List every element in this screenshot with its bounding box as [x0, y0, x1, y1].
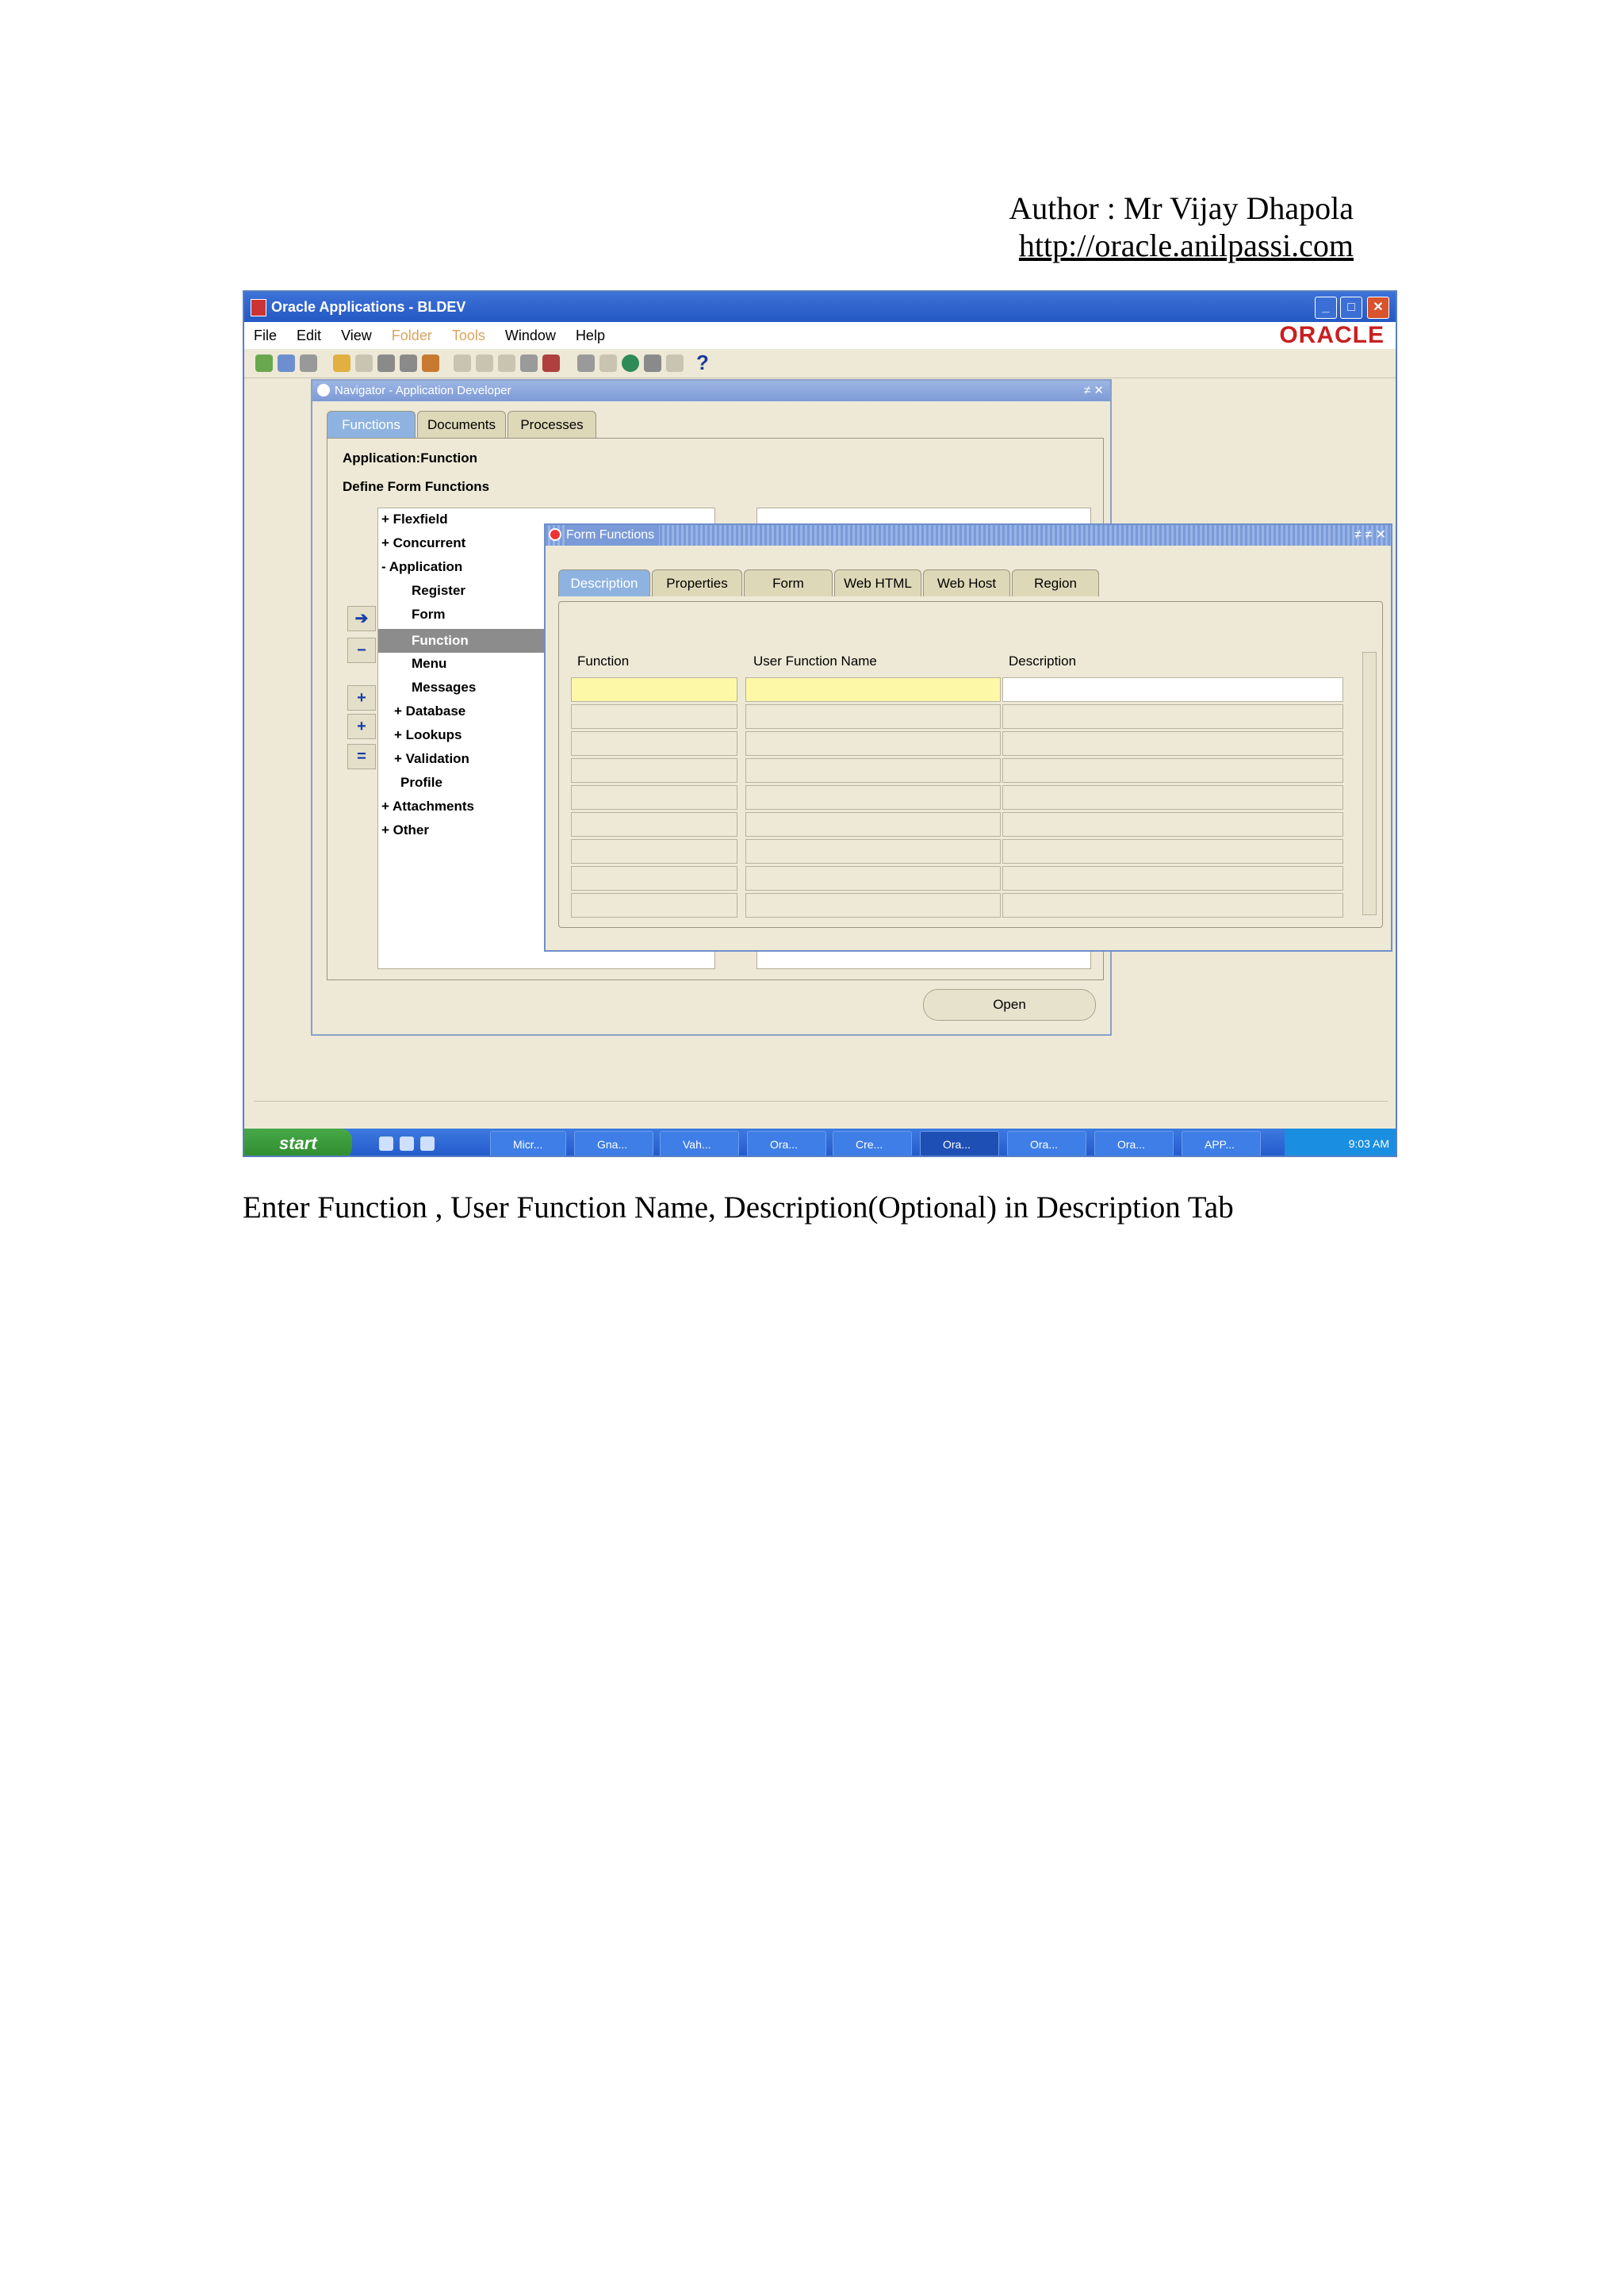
tree-item[interactable]: Messages [412, 680, 477, 695]
form-functions-title: Form Functions [566, 525, 659, 546]
find-icon[interactable] [278, 355, 295, 372]
maximize-icon[interactable]: □ [1340, 297, 1362, 319]
navigator-close-icon[interactable]: ≠ ✕ [1084, 384, 1104, 397]
tab-region[interactable]: Region [1012, 569, 1099, 596]
taskbar-item[interactable]: Ora... [1007, 1131, 1086, 1156]
function-cell[interactable] [571, 839, 737, 864]
navigator-titlebar [312, 381, 1110, 401]
tree-item[interactable]: Register [412, 583, 466, 598]
navigator-heading: Application:Function [343, 450, 477, 466]
system-tray [1285, 1129, 1396, 1157]
menu-file[interactable]: File [254, 328, 278, 343]
author-url[interactable]: http://oracle.anilpassi.com [1018, 228, 1354, 263]
description-cell[interactable] [1002, 839, 1343, 864]
quicklaunch-app-icon[interactable] [400, 1137, 414, 1151]
menu-edit[interactable]: Edit [297, 328, 322, 343]
menu-folder: Folder [391, 328, 432, 343]
edit-icon[interactable] [422, 355, 439, 372]
user-function-name-cell[interactable] [745, 704, 1001, 729]
collapse-all-icon[interactable]: = [347, 744, 376, 769]
collapse-icon[interactable]: − [347, 638, 376, 663]
user-function-name-cell[interactable] [745, 677, 1001, 702]
tree-item[interactable]: + Validation [394, 751, 469, 766]
author-line: Author : Mr Vijay Dhapola [1009, 190, 1354, 226]
caption: Enter Function , User Function Name, Description(Optional) in Description Tab [243, 1190, 1234, 1225]
close-icon[interactable]: ✕ [1367, 297, 1389, 319]
windows-taskbar [244, 1129, 1396, 1157]
function-cell[interactable] [571, 731, 737, 756]
menu-bar [244, 322, 1396, 349]
tab-processes[interactable]: Processes [508, 411, 596, 438]
next-step-icon[interactable] [355, 355, 373, 372]
user-function-name-cell[interactable] [745, 785, 1001, 810]
tree-item[interactable]: + Lookups [394, 727, 462, 742]
taskbar-item[interactable]: Cre... [833, 1131, 912, 1156]
function-cell[interactable] [571, 893, 737, 918]
form-functions-window [544, 523, 1392, 952]
tree-item[interactable]: Menu [412, 656, 447, 671]
taskbar-item[interactable]: Micr... [490, 1131, 566, 1156]
tab-functions[interactable]: Functions [327, 411, 416, 438]
minimize-icon[interactable]: _ [1315, 297, 1337, 319]
description-cell[interactable] [1002, 785, 1343, 810]
taskbar-item-active[interactable]: Ora... [920, 1131, 999, 1156]
tab-documents[interactable]: Documents [417, 411, 506, 438]
save-icon[interactable] [333, 355, 350, 372]
user-function-name-cell[interactable] [745, 758, 1001, 783]
oracle-screenshot [243, 290, 1397, 1157]
menu-window[interactable]: Window [504, 328, 556, 343]
description-cell[interactable] [1002, 677, 1343, 702]
function-cell[interactable] [571, 758, 737, 783]
taskbar-item[interactable]: Vah... [660, 1131, 739, 1156]
cut-icon[interactable] [454, 355, 471, 372]
description-cell[interactable] [1002, 893, 1343, 918]
close-form-icon[interactable] [400, 355, 417, 372]
tree-item[interactable]: + Database [394, 703, 466, 719]
tab-description[interactable]: Description [558, 569, 650, 596]
grid-scrollbar[interactable] [1362, 652, 1377, 915]
oracle-app-icon [251, 299, 266, 316]
copy-icon[interactable] [476, 355, 493, 372]
quicklaunch-ie-icon[interactable] [379, 1137, 393, 1151]
function-cell[interactable] [571, 812, 737, 837]
help-icon[interactable]: ? [696, 351, 709, 374]
paste-icon[interactable] [498, 355, 515, 372]
taskbar-item[interactable]: APP... [1182, 1131, 1261, 1156]
description-cell[interactable] [1002, 866, 1343, 891]
function-cell[interactable] [571, 785, 737, 810]
app-title: Oracle Applications - BLDEV [271, 299, 466, 315]
clock: 9:03 AM [1348, 1137, 1389, 1150]
show-navigator-icon[interactable] [300, 355, 317, 372]
tab-web-host[interactable]: Web Host [923, 569, 1010, 596]
column-header-description: Description [1009, 654, 1077, 669]
delete-record-icon[interactable] [542, 355, 560, 372]
description-cell[interactable] [1002, 758, 1343, 783]
column-header-user-function-name: User Function Name [753, 654, 877, 669]
expand-arrow-icon[interactable]: ➔ [347, 606, 376, 631]
user-function-name-cell[interactable] [745, 812, 1001, 837]
oracle-logo: ORACLE [1279, 322, 1385, 348]
expand-all-icon[interactable]: + [347, 714, 376, 739]
status-strip [254, 1101, 1388, 1125]
form-functions-titlebar [546, 525, 1391, 546]
new-icon[interactable] [255, 355, 273, 372]
tree-item[interactable]: + Flexfield [381, 512, 448, 527]
menu-tools: Tools [451, 328, 485, 343]
tree-item[interactable]: + Other [381, 822, 429, 838]
toolbar [244, 349, 1396, 378]
form-icon [549, 528, 561, 541]
taskbar-item[interactable]: Gna... [574, 1131, 653, 1156]
column-header-function: Function [577, 654, 630, 669]
tab-properties[interactable]: Properties [652, 569, 742, 596]
app-titlebar [244, 292, 1396, 322]
expand-branch-icon[interactable]: + [347, 685, 376, 711]
taskbar-item[interactable]: Ora... [747, 1131, 826, 1156]
taskbar-item[interactable]: Ora... [1094, 1131, 1174, 1156]
tree-item[interactable]: Profile [400, 775, 442, 790]
translations-icon[interactable] [622, 355, 639, 372]
form-window-controls-icon[interactable]: ≠ ≠ ✕ [1354, 528, 1386, 542]
start-button[interactable]: start [244, 1129, 352, 1157]
navigator-title: Navigator - Application Developer [335, 384, 511, 397]
tab-web-html[interactable]: Web HTML [834, 569, 921, 596]
function-cell[interactable] [571, 704, 737, 729]
function-cell[interactable] [571, 677, 737, 702]
open-button[interactable]: Open [923, 989, 1096, 1021]
description-cell[interactable] [1002, 812, 1343, 837]
tree-item[interactable]: - Application [381, 559, 463, 574]
edit-field-icon[interactable] [577, 355, 595, 372]
attachments-icon[interactable] [644, 355, 661, 372]
tree-item[interactable]: + Attachments [381, 799, 474, 814]
tab-form[interactable]: Form [744, 569, 833, 596]
user-function-name-cell[interactable] [745, 893, 1001, 918]
description-cell[interactable] [1002, 731, 1343, 756]
user-function-name-cell[interactable] [745, 839, 1001, 864]
folder-tools-icon[interactable] [666, 355, 684, 372]
description-cell[interactable] [1002, 704, 1343, 729]
user-function-name-cell[interactable] [745, 731, 1001, 756]
zoom-icon[interactable] [599, 355, 617, 372]
tree-item-selected[interactable]: Function [378, 629, 545, 653]
navigator-subheading: Define Form Functions [343, 479, 490, 494]
menu-help[interactable]: Help [575, 328, 605, 343]
tree-item[interactable]: Form [412, 607, 446, 622]
quicklaunch-desktop-icon[interactable] [420, 1137, 435, 1151]
user-function-name-cell[interactable] [745, 866, 1001, 891]
function-cell[interactable] [571, 866, 737, 891]
print-icon[interactable] [377, 355, 395, 372]
new-record-icon[interactable] [520, 355, 538, 372]
navigator-icon [317, 384, 330, 397]
tree-item[interactable]: + Concurrent [381, 535, 466, 550]
menu-view[interactable]: View [341, 328, 372, 343]
